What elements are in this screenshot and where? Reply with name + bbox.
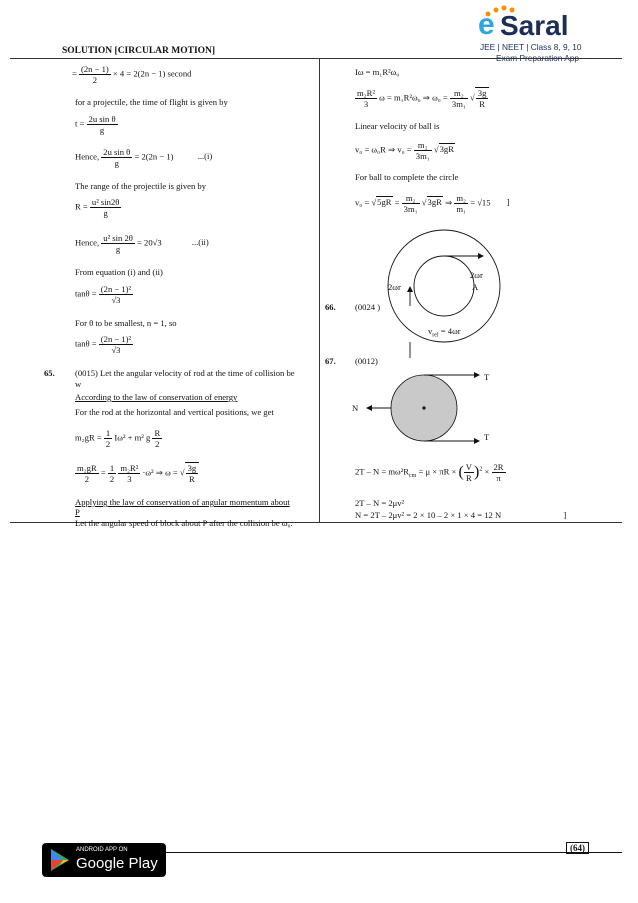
iw-eq: Iω = m₁R²ω₀	[355, 67, 400, 77]
fig67-tension-top: T	[484, 372, 490, 382]
eq67-3-text: N = 2T – 2μv² = 2 × 10 – 2 × 1 × 4 = 12 N	[355, 510, 502, 520]
v0-sqrt: 3gR	[439, 144, 454, 155]
tan1-num: (2n − 1)²	[100, 284, 132, 294]
logo-word: Saral	[500, 10, 569, 41]
eq67-1-lhs: 2T – N = mω²R	[355, 466, 409, 477]
t-eq	[75, 114, 118, 135]
r2-f1-num: m₂R²	[357, 88, 375, 98]
logo-e: e	[478, 8, 495, 41]
t-num: 2u sin θ	[88, 114, 116, 124]
v5-f-num: m₂	[402, 193, 420, 204]
m2gr-f2-num: R	[154, 428, 161, 438]
page-number: (64)	[566, 842, 589, 854]
hence2-den: g	[115, 244, 121, 254]
v5-sqrt: 5gR	[377, 197, 392, 208]
tan1-eq	[75, 284, 133, 305]
r-eq	[75, 197, 121, 218]
v5-sqrt2: 3gR	[427, 197, 442, 208]
eq-top-rest: × 4 = 2(2n − 1) second	[112, 68, 192, 79]
eq67-1-f2-num: 2R	[493, 462, 504, 472]
v5-f2-den: m₁	[456, 204, 467, 214]
q65-number: 65.	[44, 368, 55, 378]
ang-heading-1: Applying the law of conservation of angular momentum about	[75, 497, 290, 507]
hence2-tag: ...(ii)	[191, 237, 209, 248]
header-rule	[10, 58, 622, 59]
energy-heading: According to the law of conservation of energy	[75, 392, 238, 402]
v5-rhs: = √15	[470, 197, 491, 208]
play-store-icon	[49, 848, 71, 872]
tan2-den: √3	[111, 345, 121, 355]
v5-lhs: v₀ =	[355, 197, 370, 208]
t-den: g	[99, 125, 105, 135]
circle-text: For ball to complete the circle	[355, 172, 459, 182]
m2gr-lhs: m₂gR =	[75, 432, 102, 443]
v5-bracket: ]	[506, 197, 510, 208]
m2gr-eq	[75, 428, 162, 449]
google-play-badge[interactable]	[42, 843, 166, 877]
eq2-f1-den: 2	[84, 474, 89, 484]
eq-top-den: 2	[92, 75, 98, 85]
v5-eq: v₀ = √5gR = $\frac{\text{m₂}}{\text{3m₁}}$ √3gR ⇒ $\frac{\text{m₂}}{\text{m₁}}$ = √15 ]	[355, 193, 510, 214]
v0-lhs: v₀ = ω₀R ⇒ v₀ =	[355, 144, 412, 155]
r-den: g	[103, 208, 108, 218]
fig66-vrel	[428, 326, 461, 339]
ang-heading-2: P	[75, 507, 80, 517]
eq2-f3-num: m₂R²	[120, 463, 139, 473]
m2gr-mid: Iω² + m² g	[114, 432, 151, 443]
range-text: The range of the projectile is given by	[75, 181, 207, 191]
eq67-1-mid: = μ × πR ×	[418, 466, 457, 477]
eq2-sqrt-den: R	[189, 474, 195, 484]
q67-number: 67.	[325, 356, 336, 366]
v5-eq-sign: =	[394, 197, 400, 208]
r-lhs: R =	[75, 201, 88, 212]
r2-sqrt-num: 3g	[477, 88, 487, 98]
logo-tagline-1: JEE | NEET | Class 8, 9, 10	[480, 42, 582, 52]
fig67-normal-arrowhead	[366, 405, 372, 411]
eq67-1-f2-den: π	[496, 473, 501, 483]
v0-f-num: m₂	[414, 140, 432, 151]
hence1-den: g	[114, 158, 119, 168]
fig66-vrel-sub: rel	[432, 332, 439, 339]
fig67-tension-bottom: T	[484, 432, 490, 442]
r2-f2-num: m₂	[450, 88, 468, 99]
fig67-center-dot	[422, 406, 425, 409]
fig66-vrel-rhs: = 4ωr	[440, 326, 461, 336]
esaral-logo[interactable]	[470, 2, 620, 64]
ang-text: Let the angular speed of block about P after the collision be ω₀.	[75, 518, 293, 528]
eq2: $\frac{\text{m₂gR}}{2}$ = $\frac{1}{2}$ $\frac{\text{m₂R²}}{3}$ ·ω² ⇒ ω = √ $\frac{3g}{R}$	[75, 462, 199, 484]
eq2-sqrt-num: 3g	[187, 463, 197, 473]
tan1-den: √3	[111, 295, 121, 305]
linear-text: Linear velocity of ball is	[355, 121, 440, 131]
v5-arrow: ⇒	[445, 197, 453, 208]
eq2-rest: ·ω² ⇒ ω =	[142, 467, 178, 478]
eq2-f2-num: 1	[109, 463, 115, 473]
m2gr-f2-den: 2	[155, 439, 160, 449]
fig66-inner-label: 2ωr	[470, 270, 483, 280]
r2-sqrt-den: R	[479, 99, 485, 109]
eq67-1-f1-den: R	[466, 473, 472, 483]
eq67-1-times: ×	[484, 466, 490, 477]
m2gr-f1-num: 1	[105, 428, 111, 438]
r-num: u² sin2θ	[91, 197, 120, 207]
q66-number: 66.	[325, 302, 336, 312]
eq2-f3-den: 3	[127, 474, 132, 484]
r2-mid: ω = m₁R²ω₀ ⇒ ω₀ =	[379, 92, 448, 103]
eq-top: = $\frac{(2n - 1)}{2}$ × 4 = 2(2n − 1) second	[72, 64, 192, 85]
fig67-bottom-arrowhead	[474, 438, 480, 444]
rod-text: For the rod at the horizontal and vertical positions, we get	[75, 407, 274, 417]
hence1-tag: ...(i)	[197, 151, 213, 162]
eq-top-num: (2n − 1)	[81, 64, 109, 74]
smallest-text: For θ to be smallest, n = 1, so	[75, 318, 177, 328]
logo-tagline-2: Exam Preparation App	[496, 53, 580, 63]
from-text: From equation (i) and (ii)	[75, 267, 163, 277]
eq67-3	[355, 510, 566, 520]
hence1-eq	[75, 147, 212, 168]
eq67-1-sub: cm	[408, 473, 417, 480]
eq2-f1-num: m₂gR	[77, 463, 97, 473]
fig66-point-a: A	[472, 282, 479, 292]
tan2-lhs: tanθ =	[75, 338, 97, 349]
eq67-3-bracket: ]	[563, 510, 567, 520]
hence2-rhs: = 20√3	[137, 237, 162, 248]
eq67-2: 2T – N = 2μv²	[355, 498, 405, 508]
q65-text-1: (0015) Let the angular velocity of rod at the time of collision be	[75, 368, 295, 378]
hence1-rhs: = 2(2n − 1)	[134, 151, 174, 162]
section-title: SOLUTION [CIRCULAR MOTION]	[62, 46, 216, 56]
eq67-1: $2T - N = m\omega^2R_{cm} = \mu \times \pi R$ × ( $\frac{V}{R}$ )$^2$ × $\frac{2R}{\pi}$	[355, 462, 504, 483]
fig66-vrel-v: v	[428, 326, 433, 336]
tan2-eq	[75, 334, 133, 355]
v5-f-den: 3m₁	[403, 204, 418, 214]
fig67-top-arrowhead	[474, 372, 480, 378]
q66-code: (0024 )	[355, 302, 381, 312]
hence2-eq	[75, 233, 209, 254]
fig67-normal: N	[352, 403, 359, 413]
eq67-1-f1-num: V	[465, 462, 472, 472]
column-divider	[319, 58, 320, 522]
q65-text-2: w	[75, 379, 82, 389]
eq2-eq: =	[100, 467, 106, 478]
tan1-lhs: tanθ =	[75, 288, 97, 299]
m2gr-f1-den: 2	[105, 439, 111, 449]
t-lhs: t =	[75, 118, 85, 129]
r2-f2-den: 3m₁	[451, 99, 466, 109]
hence2-pre: Hence,	[75, 237, 100, 248]
r2-f1-den: 3	[363, 99, 369, 109]
v0-eq: v₀ = ω₀R ⇒ v₀ = $\frac{\text{m₂}}{\text{3m₁}}$ √3gR	[355, 140, 454, 161]
badge-small-text: ANDROID APP ON	[76, 847, 128, 853]
fig66-outer-label: 2ωr	[388, 282, 401, 292]
hence2-num: u² sin 2θ	[103, 233, 133, 243]
hence1-num: 2u sin θ	[103, 147, 131, 157]
q67-code: (0012)	[355, 356, 378, 366]
v5-f2-num: m₂	[456, 193, 467, 203]
badge-big-text: Google Play	[76, 855, 158, 872]
eq67-1-pow: 2	[479, 466, 483, 473]
fig66-inner-circle	[414, 256, 474, 316]
r2-eq: $\frac{\text{m₂R²}}{3}$ ω = m₁R²ω₀ ⇒ ω₀ = $\frac{\text{m₂}}{\text{3m₁}}$ √ $\frac{3g}{R}$	[355, 87, 489, 109]
v0-f-den: 3m₁	[415, 151, 430, 161]
eq2-f2-den: 2	[109, 474, 115, 484]
tan2-num: (2n − 1)²	[100, 334, 132, 344]
flight-text: for a projectile, the time of flight is given by	[75, 97, 228, 107]
hence1-pre: Hence,	[75, 151, 100, 162]
